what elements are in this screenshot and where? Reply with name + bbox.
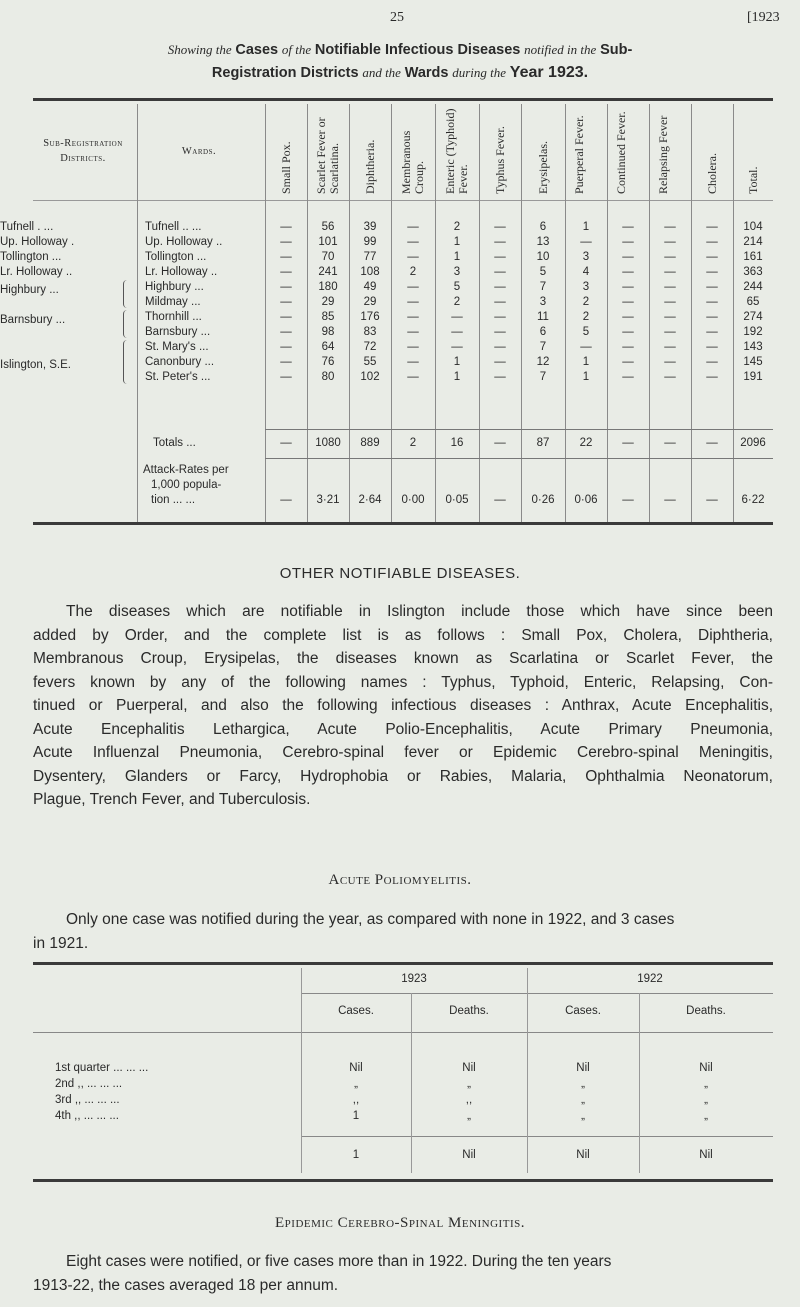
table-cell: 77 <box>363 251 377 263</box>
table-cell: — <box>622 251 634 263</box>
table-cell: 3 <box>582 281 590 293</box>
polio-cell: „ <box>581 1078 585 1090</box>
table-cell: 76 <box>321 356 335 368</box>
paragraph-line: Membranous Croup, Erysipelas, the diseases known as Scarlatina or Scarlet Fever, the <box>33 650 773 667</box>
table-cell: — <box>494 296 506 308</box>
paragraph-line: fevers known by any of the following names : Typhus, Typhoid, Enteric, Relapsing, Con- <box>33 673 773 691</box>
table-cell: 29 <box>321 296 335 308</box>
quarter-label: 3rd ,, ... ... ... <box>55 1094 120 1106</box>
table-cell: 2 <box>582 296 590 308</box>
polio-cell: „ <box>467 1110 471 1122</box>
totals-cell: — <box>706 437 718 449</box>
table-cell: — <box>706 236 718 248</box>
polio-cell: „ <box>354 1078 358 1090</box>
table-cell: 56 <box>321 221 335 233</box>
quarter-label: 1st quarter ... ... ... <box>55 1062 149 1074</box>
district-label: Tollington ... <box>0 251 62 263</box>
table-cell: — <box>451 341 463 353</box>
totals-cell: — <box>664 437 676 449</box>
polio-cell: ,, <box>352 1094 360 1106</box>
table-cell: — <box>706 281 718 293</box>
table-cell: 363 <box>743 266 763 278</box>
table-cell: — <box>280 251 292 263</box>
polio-cell: „ <box>467 1078 471 1090</box>
polio-cell: ,, <box>465 1094 473 1106</box>
district-label: Tufnell . ... <box>0 221 54 233</box>
table-cell: — <box>494 281 506 293</box>
table-cell: — <box>280 326 292 338</box>
attack-cell: — <box>664 494 676 506</box>
table-cell: — <box>622 236 634 248</box>
polio-cell: „ <box>704 1094 708 1106</box>
column-header: Erysipelas. <box>535 141 550 194</box>
table-cell: 143 <box>743 341 763 353</box>
attack-cell: — <box>622 494 634 506</box>
paragraph-line: tinued or Puerperal, and also the following infectious diseases : Anthrax, Acute Encephalitis, <box>33 697 773 714</box>
totals-cell: — <box>622 437 634 449</box>
table-cell: — <box>407 296 419 308</box>
table-cell: 244 <box>743 281 763 293</box>
header-districts: Sub-Registration Districts. <box>43 138 123 164</box>
polio-total-cell: Nil <box>699 1149 713 1161</box>
table-cell: — <box>494 221 506 233</box>
table-cell: 83 <box>363 326 377 338</box>
table-cell: 85 <box>321 311 335 323</box>
table-title-line2: Registration Districts and the Wards during the Year 1923. <box>211 64 589 81</box>
table-cell: 104 <box>743 221 763 233</box>
table-cell: 176 <box>360 311 380 323</box>
ward-label: Barnsbury ... <box>145 326 211 338</box>
attack-label: 1,000 popula- <box>151 479 222 491</box>
polio-cell: Nil <box>462 1062 476 1074</box>
table-cell: — <box>622 341 634 353</box>
table-cell: 3 <box>453 266 461 278</box>
table-cell: 70 <box>321 251 335 263</box>
table-cell: 5 <box>582 326 590 338</box>
table-cell: 1 <box>453 371 461 383</box>
polio-cell: 1 <box>352 1110 360 1122</box>
year-header: 1923 <box>401 973 427 985</box>
column-header: Cholera. <box>704 153 719 194</box>
bracket <box>123 310 130 338</box>
polio-line: Only one case was notified during the year, as compared with none in 1922, and 3 cases <box>66 911 675 928</box>
table-cell: — <box>664 236 676 248</box>
ward-label: Lr. Holloway .. <box>145 266 218 278</box>
table-cell: — <box>706 251 718 263</box>
table-cell: — <box>494 251 506 263</box>
table-cell: — <box>622 281 634 293</box>
table-cell: — <box>494 326 506 338</box>
district-label: Highbury ... <box>0 284 59 296</box>
table-cell: — <box>622 356 634 368</box>
table-cell: 241 <box>318 266 338 278</box>
table-cell: — <box>407 251 419 263</box>
table-cell: — <box>280 356 292 368</box>
table-cell: — <box>664 356 676 368</box>
ward-label: Tollington ... <box>145 251 207 263</box>
table-cell: 101 <box>318 236 338 248</box>
district-label: Islington, S.E. <box>0 359 71 371</box>
table-cell: 2 <box>453 221 461 233</box>
ward-label: Thornhill ... <box>145 311 202 323</box>
polio-total-cell: Nil <box>462 1149 476 1161</box>
table-cell: — <box>407 281 419 293</box>
table-cell: 80 <box>321 371 335 383</box>
quarter-label: 4th ,, ... ... ... <box>55 1110 119 1122</box>
other-diseases-paragraph <box>33 600 773 812</box>
table-cell: — <box>407 311 419 323</box>
polio-column-header: Cases. <box>565 1005 601 1017</box>
polio-total-rule <box>301 1136 773 1137</box>
table-cell: — <box>280 341 292 353</box>
table-cell: 1 <box>582 356 590 368</box>
paragraph-line: added by Order, and the complete list is as follows : Small Pox, Cholera, Diphtheria, <box>33 626 773 644</box>
table-cell: 1 <box>453 356 461 368</box>
table-cell: — <box>280 281 292 293</box>
table-cell: — <box>622 311 634 323</box>
table-top-rule <box>33 98 773 101</box>
table-cell: — <box>706 356 718 368</box>
table-cell: 2 <box>409 266 417 278</box>
totals-cell: 2096 <box>740 437 766 449</box>
table-cell: — <box>706 371 718 383</box>
meningitis-heading: Epidemic Cerebro-Spinal Meningitis. <box>275 1215 525 1231</box>
header-wards: Wards. <box>181 146 217 157</box>
attack-cell: 0·26 <box>531 494 555 506</box>
column-header: Total. <box>745 166 760 194</box>
attack-cell: 2·64 <box>358 494 382 506</box>
attack-cell: — <box>706 494 718 506</box>
table-cell: 2 <box>582 311 590 323</box>
table-cell: — <box>494 266 506 278</box>
table-cell: — <box>706 296 718 308</box>
table-cell: — <box>580 236 592 248</box>
table-cell: 3 <box>582 251 590 263</box>
table-cell: — <box>706 311 718 323</box>
table-cell: 161 <box>743 251 763 263</box>
table-cell: 3 <box>539 296 547 308</box>
totals-cell: 1080 <box>315 437 341 449</box>
table-cell: — <box>664 296 676 308</box>
table-cell: — <box>451 326 463 338</box>
table-cell: 6 <box>539 221 547 233</box>
table-cell: — <box>407 341 419 353</box>
column-header: Small Pox. <box>278 141 293 194</box>
table-cell: — <box>280 311 292 323</box>
paragraph-line: The diseases which are notifiable in Islington include those which have since been <box>66 603 773 620</box>
paragraph-line: Acute Influenzal Pneumonia, Cerebro-spinal fever or Epidemic Cerebro-spinal Meningitis, <box>33 744 773 761</box>
table-cell: — <box>494 236 506 248</box>
district-label: Barnsbury ... <box>0 314 66 326</box>
table-cell: — <box>280 236 292 248</box>
table-cell: 192 <box>743 326 763 338</box>
table-cell: 10 <box>536 251 550 263</box>
table-cell: 7 <box>539 281 547 293</box>
polio-line: in 1921. <box>33 934 89 952</box>
table-cell: 7 <box>539 341 547 353</box>
polio-cell: „ <box>704 1110 708 1122</box>
page-year: [1923 <box>747 10 780 25</box>
column-header: Puerperal Fever. <box>572 115 586 194</box>
table-cell: — <box>664 311 676 323</box>
table-cell: — <box>494 341 506 353</box>
totals-cell: 22 <box>579 437 593 449</box>
table-cell: 5 <box>539 266 547 278</box>
table-cell: 49 <box>363 281 377 293</box>
column-header: Enteric (Typhoid) Fever. <box>443 108 470 194</box>
polio-paragraph <box>33 908 773 955</box>
attack-cell: — <box>280 494 292 506</box>
table-cell: 274 <box>743 311 763 323</box>
bracket <box>123 340 130 384</box>
polio-table-top-rule <box>33 962 773 965</box>
meningitis-line: 1913-22, the cases averaged 18 per annum. <box>33 1276 339 1294</box>
totals-cell: 87 <box>536 437 550 449</box>
totals-cell: — <box>494 437 506 449</box>
attack-cell: 0·06 <box>574 494 598 506</box>
table-cell: — <box>451 311 463 323</box>
table-cell: — <box>622 326 634 338</box>
paragraph-line: Dysentery, Glanders or Farcy, Hydrophobia or Rabies, Malaria, Ophthalmia Neonatorum, <box>33 767 773 785</box>
polio-header-rule <box>33 1032 773 1033</box>
attack-rule <box>265 458 773 459</box>
table-cell: 4 <box>582 266 590 278</box>
totals-cell: 16 <box>450 437 464 449</box>
polio-column-header: Deaths. <box>686 1005 726 1017</box>
ward-label: Canonbury ... <box>145 356 215 368</box>
page-number: 25 <box>390 10 404 25</box>
table-cell: 191 <box>743 371 763 383</box>
table-cell: — <box>622 371 634 383</box>
table-cell: — <box>494 311 506 323</box>
district-label: Up. Holloway . <box>0 236 75 248</box>
table-cell: 55 <box>363 356 377 368</box>
polio-cell: „ <box>581 1094 585 1106</box>
attack-cell: 0·05 <box>445 494 469 506</box>
totals-cell: 2 <box>409 437 417 449</box>
column-header: Typhus Fever. <box>492 126 507 194</box>
table-cell: 12 <box>536 356 550 368</box>
ward-label: St. Mary's ... <box>145 341 209 353</box>
polio-cell: Nil <box>576 1062 590 1074</box>
quarter-label: 2nd ,, ... ... ... <box>55 1078 123 1090</box>
table-cell: 214 <box>743 236 763 248</box>
column-header: Membranous Croup. <box>399 130 426 194</box>
column-header: Relapsing Fever <box>656 115 670 194</box>
table-cell: 145 <box>743 356 763 368</box>
table-cell: 1 <box>453 236 461 248</box>
table-cell: — <box>280 266 292 278</box>
polio-cell: „ <box>581 1110 585 1122</box>
table-cell: 39 <box>363 221 377 233</box>
table-cell: 11 <box>537 311 549 323</box>
column-header: Diphtheria. <box>362 139 377 194</box>
attack-cell: 0·00 <box>401 494 425 506</box>
polio-year-rule <box>301 993 773 994</box>
table-cell: — <box>280 221 292 233</box>
polio-total-cell: 1 <box>352 1149 360 1161</box>
table-cell: 6 <box>539 326 547 338</box>
bracket <box>123 280 130 308</box>
table-cell: — <box>494 371 506 383</box>
totals-label: Totals ... <box>153 437 196 449</box>
table-cell: — <box>622 296 634 308</box>
column-rule <box>137 104 138 522</box>
table-cell: — <box>280 371 292 383</box>
table-cell: 64 <box>321 341 335 353</box>
table-title-line1: Showing the Cases of the Notifiable Infectious Diseases notified in the Sub- <box>167 42 633 58</box>
table-cell: 180 <box>318 281 338 293</box>
table-cell: 65 <box>746 296 760 308</box>
polio-column-header: Cases. <box>338 1005 374 1017</box>
table-cell: — <box>664 341 676 353</box>
table-cell: — <box>580 341 592 353</box>
other-diseases-heading: OTHER NOTIFIABLE DISEASES. <box>279 565 521 582</box>
meningitis-paragraph <box>33 1250 773 1297</box>
district-label: Lr. Holloway .. <box>0 266 73 278</box>
table-cell: — <box>706 341 718 353</box>
polio-column-header: Deaths. <box>449 1005 489 1017</box>
polio-heading: Acute Poliomyelitis. <box>328 872 472 888</box>
polio-table-bottom-rule <box>33 1179 773 1182</box>
table-cell: 1 <box>453 251 461 263</box>
table-cell: 72 <box>363 341 377 353</box>
table-cell: 108 <box>360 266 380 278</box>
table-cell: 1 <box>582 221 590 233</box>
table-cell: — <box>407 236 419 248</box>
ward-label: Mildmay ... <box>145 296 201 308</box>
table-cell: 1 <box>582 371 590 383</box>
polio-cell: Nil <box>699 1062 713 1074</box>
table-cell: 13 <box>536 236 550 248</box>
column-header: Continued Fever. <box>614 111 628 194</box>
table-cell: 5 <box>453 281 461 293</box>
totals-cell: 889 <box>360 437 380 449</box>
year-header: 1922 <box>637 973 663 985</box>
totals-cell: — <box>280 437 292 449</box>
attack-label: Attack-Rates per <box>143 464 229 476</box>
attack-cell: — <box>494 494 506 506</box>
table-cell: — <box>664 266 676 278</box>
table-cell: — <box>706 326 718 338</box>
table-cell: — <box>664 281 676 293</box>
table-cell: — <box>664 326 676 338</box>
table-cell: — <box>407 356 419 368</box>
table-cell: 7 <box>539 371 547 383</box>
table-cell: 29 <box>363 296 377 308</box>
table-cell: 2 <box>453 296 461 308</box>
table-cell: 102 <box>360 371 380 383</box>
totals-rule <box>265 429 773 430</box>
table-cell: — <box>494 356 506 368</box>
table-cell: — <box>622 221 634 233</box>
ward-label: Tufnell .. ... <box>145 221 202 233</box>
table-cell: — <box>706 221 718 233</box>
polio-total-cell: Nil <box>576 1149 590 1161</box>
ward-label: Up. Holloway .. <box>145 236 223 248</box>
polio-cell: Nil <box>349 1062 363 1074</box>
table-cell: — <box>664 251 676 263</box>
table-cell: 98 <box>321 326 335 338</box>
ward-label: Highbury ... <box>145 281 204 293</box>
table-cell: — <box>407 221 419 233</box>
polio-cell: „ <box>704 1078 708 1090</box>
meningitis-line: Eight cases were notified, or five cases more than in 1922. During the ten years <box>66 1253 612 1270</box>
table-cell: — <box>664 221 676 233</box>
paragraph-line: Plague, Trench Fever, and Tuberculosis. <box>33 791 311 808</box>
table-cell: — <box>622 266 634 278</box>
column-header: Scarlet Fever or Scarlatina. <box>314 117 341 194</box>
table-bottom-rule <box>33 522 773 525</box>
attack-label: tion ... ... <box>151 494 196 506</box>
table-cell: — <box>407 326 419 338</box>
table-cell: — <box>706 266 718 278</box>
paragraph-line: Acute Encephalitis Lethargica, Acute Polio-Encephalitis, Acute Primary Pneumonia, <box>33 720 773 738</box>
attack-cell: 3·21 <box>316 494 340 506</box>
ward-label: St. Peter's ... <box>145 371 211 383</box>
header-bottom-rule <box>33 200 773 201</box>
table-cell: — <box>664 371 676 383</box>
table-cell: 99 <box>363 236 377 248</box>
table-cell: — <box>280 296 292 308</box>
attack-cell: 6·22 <box>741 494 765 506</box>
table-cell: — <box>407 371 419 383</box>
